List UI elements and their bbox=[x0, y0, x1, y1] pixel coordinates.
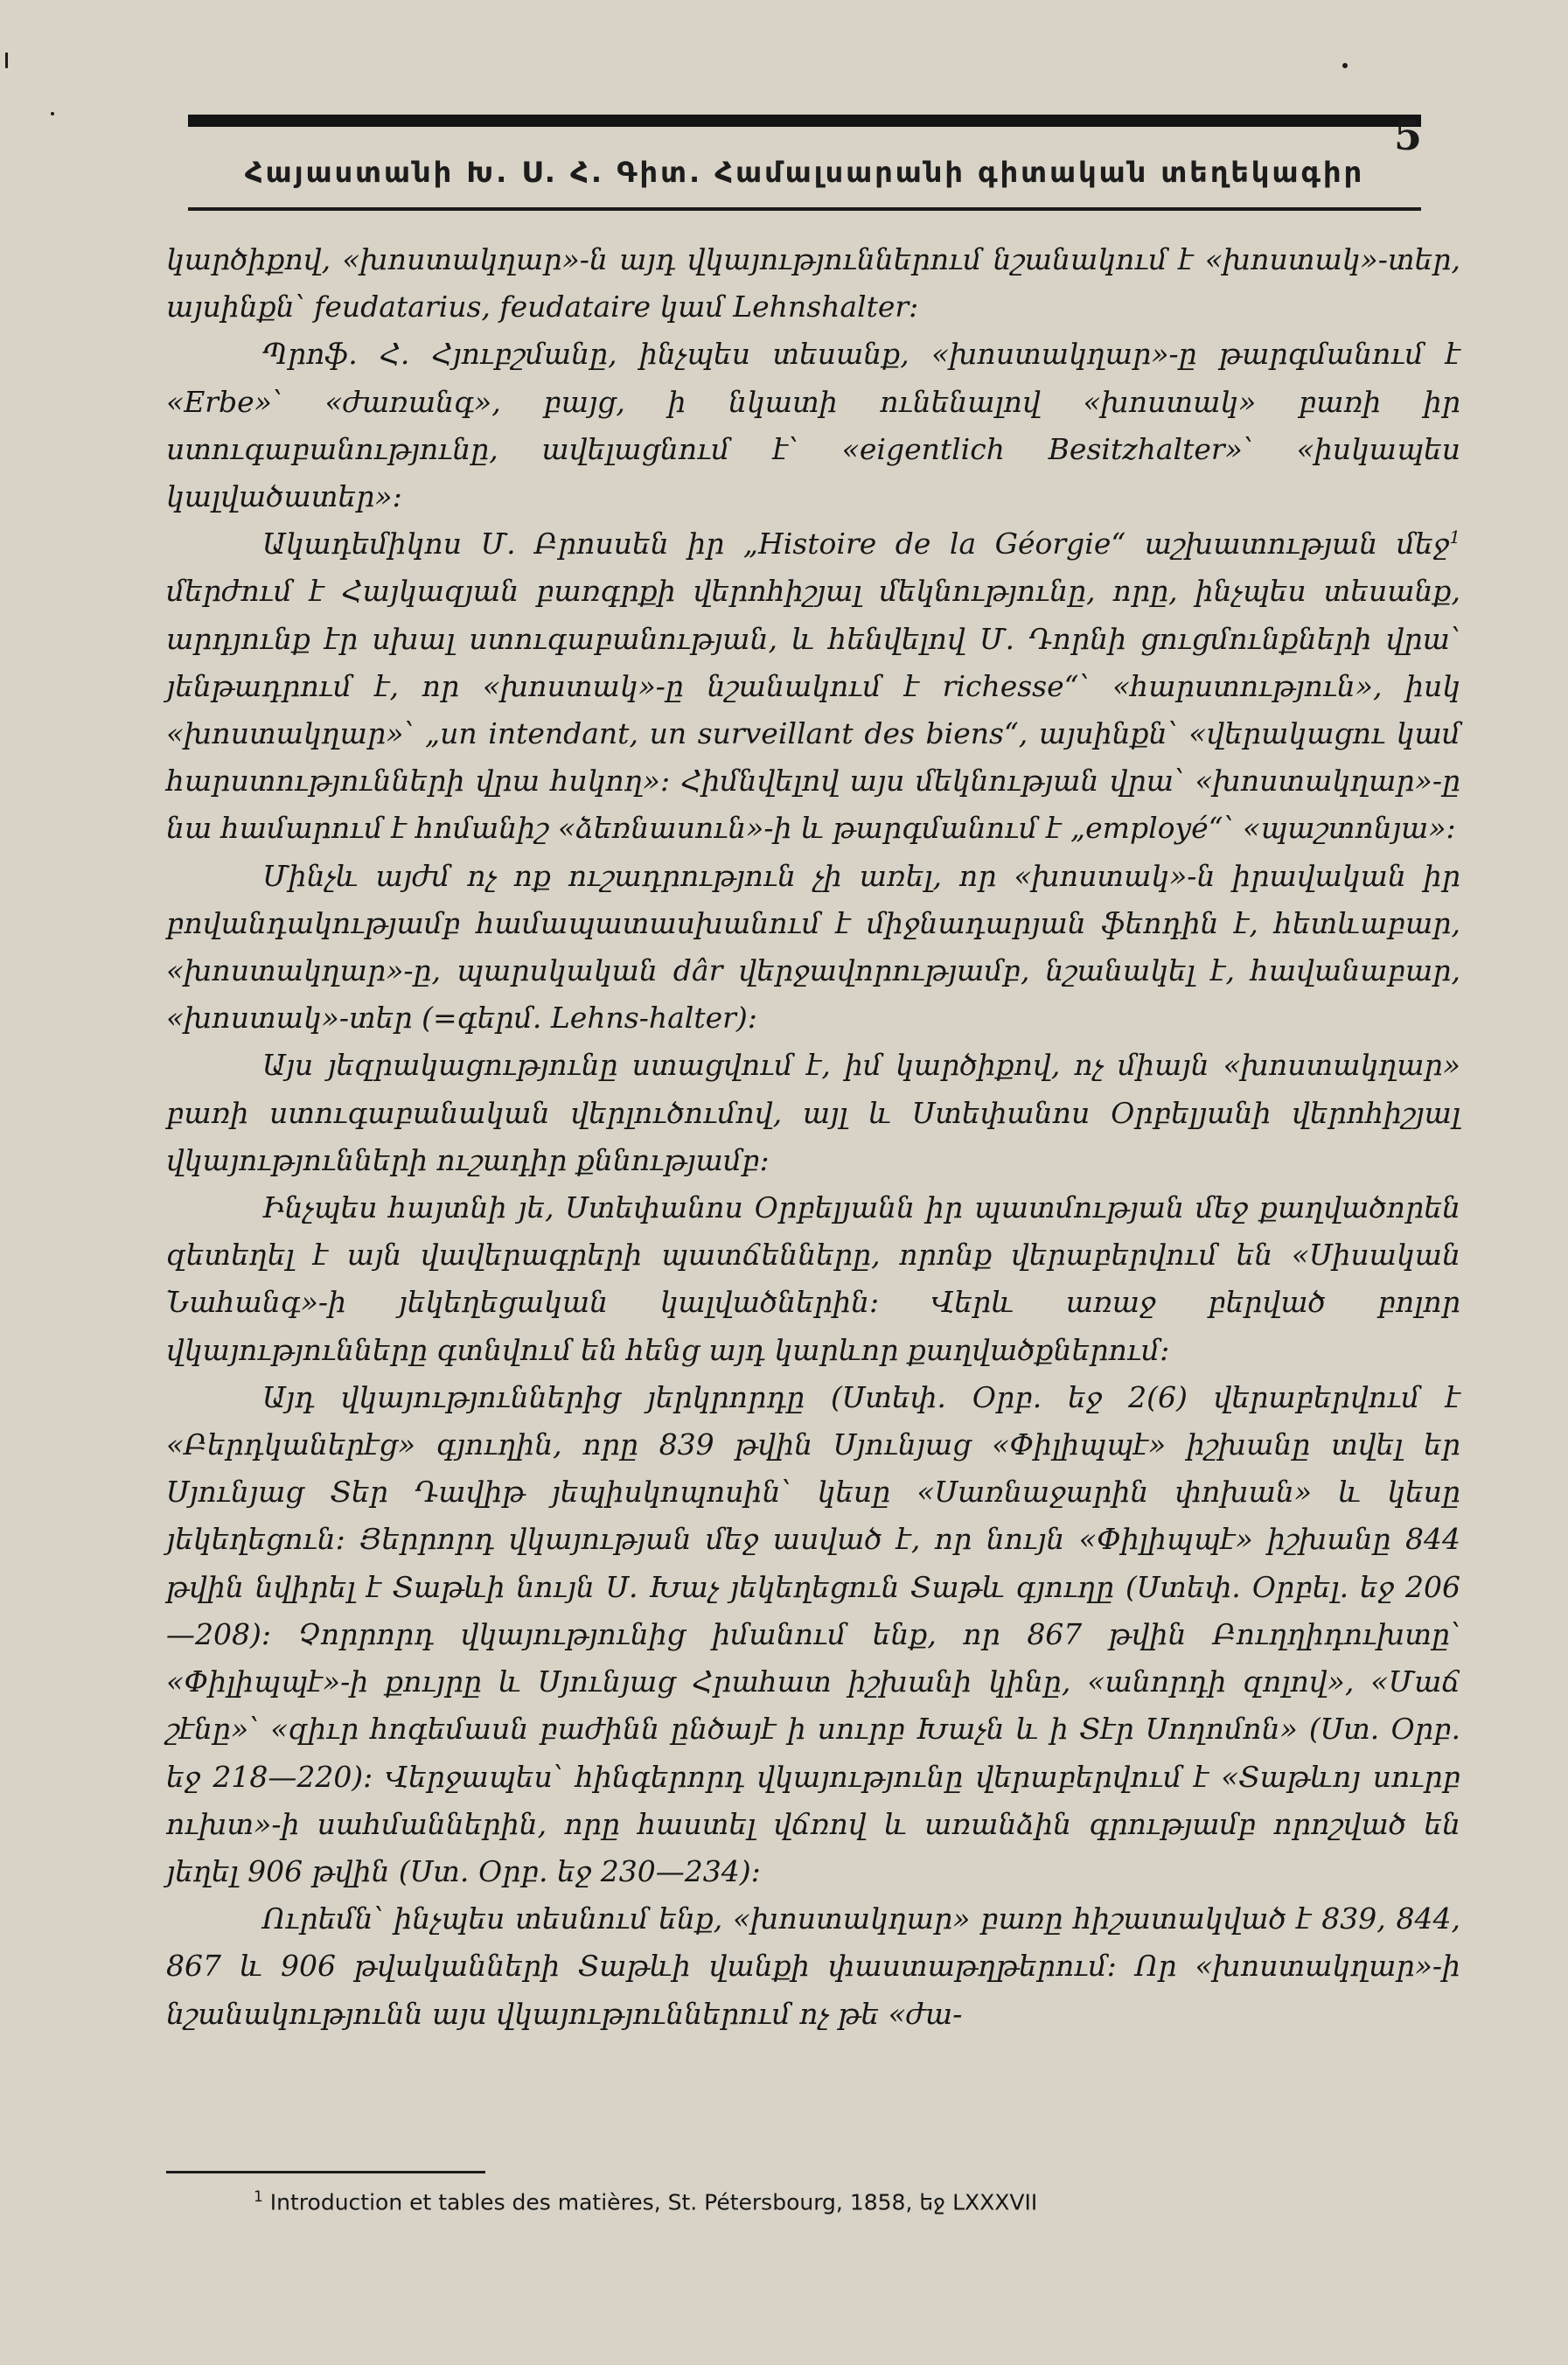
paragraph-5: Այս յեզրակացությունը ստացվում է, իմ կարծիքով, ոչ միայն «խոստակղար» բառի ստուգաբանական վերլուծումով, այլ և Ստեփանոս Օրբելյանի վերոհիշյալ վկայությունների ուշադիր քննությամբ։ bbox=[166, 1048, 1460, 1177]
footnote-mark: 1 bbox=[254, 2188, 263, 2206]
paragraph-1: կարծիքով, «խոստակղար»-ն այդ վկայություններում նշանակում է «խոստակ»-տեր, այսինքն՝ feudatarius, feudataire կամ Lehnshalter։ bbox=[166, 242, 1460, 324]
paragraph-8: Ուրեմն՝ ինչպես տեսնում ենք, «խոստակղար» բառը հիշատակված է 839, 844, 867 և 906 թվականների Տաթևի վանքի փաստաթղթերում։ Որ «խոստակղար»-ի նշանակությունն այս վկայություններում ոչ թե «ժա- bbox=[166, 1901, 1460, 2031]
body-text bbox=[166, 236, 1460, 2038]
paragraph-3-part-b: մերժում է Հայկազյան բառգրքի վերոհիշյալ մեկնությունը, որը, ինչպես տեսանք, արդյունք էր սխալ ստուգաբանության, և հենվելով Մ. Դորնի ցուցմունքների վրա՝ յենթադրում է, որ «խոստակ»-ը նշանակում է richesse“՝ «հարստություն», իսկ «խոստակղար»՝ „un intendant, un surveillant des biens“, այսինքն՝ «վերակացու կամ հարստությունների վրա հսկող»։ Հիմնվելով այս մեկնության վրա՝ «խոստակղար»-ը նա համարում է հոմանիշ «ձեռնասուն»-ի և թարգմանում է „employé“՝ «պաշտոնյա»։ bbox=[166, 574, 1460, 846]
page-number: 5 bbox=[1393, 112, 1422, 159]
scan-speck bbox=[51, 112, 54, 115]
paragraph-4: Մինչև այժմ ոչ ոք ուշադրություն չի առել, որ «խոստակ»-ն իրավական իր բովանդակությամբ համապատասխանում է միջնադարյան ֆեոդին է, հետևաբար, «խոստակղար»-ը, պարսկական dâr վերջավորությամբ, նշանակել է, հավանաբար, «խոստակ»-տեր (=գերմ. Lehns-halter)։ bbox=[166, 858, 1460, 1036]
header-rule bbox=[188, 207, 1421, 211]
scan-speck bbox=[5, 52, 8, 68]
footnote-text: Introduction et tables des matières, St. Pétersbourg, 1858, եջ LXXXVII bbox=[269, 2189, 1038, 2215]
paragraph-6: Ինչպես հայտնի յե, Ստեփանոս Օրբելյանն իր պատմության մեջ քաղվածորեն զետեղել է այն վավերագրերի պատճենները, որոնք վերաբերվում են «Սիսական Նահանգ»-ի յեկեղեցական կալվածներին։ Վերև առաջ բերված բոլոր վկայությունները գտնվում են հենց այդ կարևոր քաղվածքներում։ bbox=[166, 1190, 1460, 1367]
paragraph-3 bbox=[166, 520, 1460, 852]
footnote-reference: 1 bbox=[1449, 527, 1460, 548]
footnote-rule bbox=[166, 2171, 485, 2173]
paragraph-2: Պրոֆ. Հ. Հյուբշմանը, ինչպես տեսանք, «խոստակղար»-ը թարգմանում է «Erbe»՝ «ժառանգ», բայց, ի նկատի ունենալով «խոստակ» բառի իր ստուգաբանությունը, ավելացնում է՝ «eigentlich Besitzhalter»՝ «իսկապես կալվածատեր»։ bbox=[166, 337, 1460, 514]
top-rule bbox=[188, 115, 1421, 127]
footnote bbox=[254, 2188, 1390, 2215]
scan-speck bbox=[1342, 63, 1348, 68]
paragraph-3-part-a: Ակադեմիկոս Մ. Բրոսսեն իր „Histoire de la Géorgie“ աշխատության մեջ bbox=[262, 527, 1450, 562]
running-head: Հայաստանի Խ. Ս. Հ. Գիտ. Համալսարանի գիտական տեղեկագիր bbox=[244, 156, 1365, 189]
paragraph-7: Այդ վկայություններից յերկրորդը (Ստեփ. Օրբ. եջ 2(6) վերաբերվում է «Բերդկաներէց» գյուղին, որը 839 թվին Սյունյաց «Փիլիպպէ» իշխանը տվել եր Սյունյաց Տեր Դավիթ յեպիսկոպոսին՝ կեսը «Սառնաջարին փոխան» և կեսը յեկեղեցուն։ Յերրորդ վկայության մեջ ասված է, որ նույն «Փիլիպպէ» իշխանը 844 թվին նվիրել է Տաթևի նույն Ս. Խաչ յեկեղեցուն Տաթև գյուղը (Ստեփ. Օրբել. եջ 206—208)։ Չորրորդ վկայությունից իմանում ենք, որ 867 թվին Բուղղիդուխտը՝ «Փիլիպպէ»-ի քույրը և Սյունյաց Հրահատ իշխանի կինը, «անորդի զոլով», «Մաճ շէնը»՝ «զիւր հոգեմասն բաժինն ընծայէ ի սուրբ Խաչն և ի Տէր Սողոմոն» (Ստ. Օրբ. եջ 218—220)։ Վերջապես՝ հինգերորդ վկայությունը վերաբերվում է «Տաթևոյ սուրբ ուխտ»-ի սահմաններին, որը հաստել վճռով և առանձին գրությամբ որոշված են յեղել 906 թվին (Ստ. Օրբ. եջ 230—234)։ bbox=[166, 1379, 1460, 1888]
